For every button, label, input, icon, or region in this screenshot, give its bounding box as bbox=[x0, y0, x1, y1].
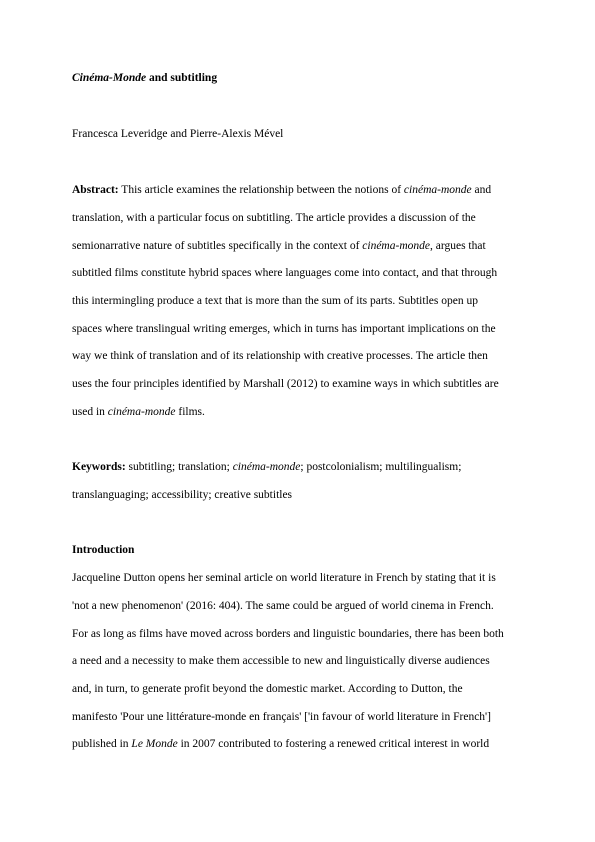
abstract-line: subtitled films constitute hybrid spaces where languages come into contact, and that through bbox=[72, 267, 498, 279]
abstract-line: spaces where translingual writing emerges, which in turns has important implications on the bbox=[72, 323, 496, 335]
article-title-italic: Cinéma-Monde bbox=[72, 72, 147, 84]
abstract-line: Abstract: This article examines the relationship between the notions of cinéma-monde and bbox=[72, 184, 492, 196]
keywords-line: translanguaging; accessibility; creative subtitles bbox=[72, 489, 293, 501]
abstract-line: this intermingling produce a text that is more than the sum of its parts. Subtitles open up bbox=[72, 295, 478, 307]
keywords-line: Keywords: subtitling; translation; cinéma-monde; postcolonialism; multilingualism; bbox=[72, 461, 462, 473]
body-line: published in Le Monde in 2007 contributed to fostering a renewed critical interest in world bbox=[72, 738, 490, 750]
body-line: For as long as films have moved across borders and linguistic boundaries, there has been both bbox=[72, 628, 504, 640]
authors-line: Francesca Leveridge and Pierre-Alexis Mével bbox=[72, 128, 284, 140]
body-line: a need and a necessity to make them accessible to new and linguistically diverse audiences bbox=[72, 655, 490, 667]
body-line: manifesto 'Pour une littérature-monde en français' ['in favour of world literature in French'] bbox=[72, 711, 491, 723]
abstract-line: translation, with a particular focus on subtitling. The article provides a discussion of the bbox=[72, 212, 476, 224]
abstract-line: way we think of translation and of its relationship with creative processes. The article then bbox=[72, 350, 488, 362]
article-title bbox=[72, 71, 217, 85]
section-heading: Introduction bbox=[72, 544, 135, 556]
abstract-line: semionarrative nature of subtitles specifically in the context of cinéma-monde, argues that bbox=[72, 240, 486, 252]
abstract-line: uses the four principles identified by Marshall (2012) to examine ways in which subtitles are bbox=[72, 378, 499, 390]
abstract-line: used in cinéma-monde films. bbox=[72, 406, 205, 418]
article-title-rest: and subtitling bbox=[146, 72, 218, 84]
body-line: 'not a new phenomenon' (2016: 404). The same could be argued of world cinema in French. bbox=[72, 600, 494, 612]
abstract-label: Abstract: bbox=[72, 184, 119, 196]
keywords-label: Keywords: bbox=[72, 461, 126, 473]
body-line: Jacqueline Dutton opens her seminal article on world literature in French by stating that it is bbox=[72, 572, 496, 584]
body-line: and, in turn, to generate profit beyond the domestic market. According to Dutton, the bbox=[72, 683, 463, 695]
